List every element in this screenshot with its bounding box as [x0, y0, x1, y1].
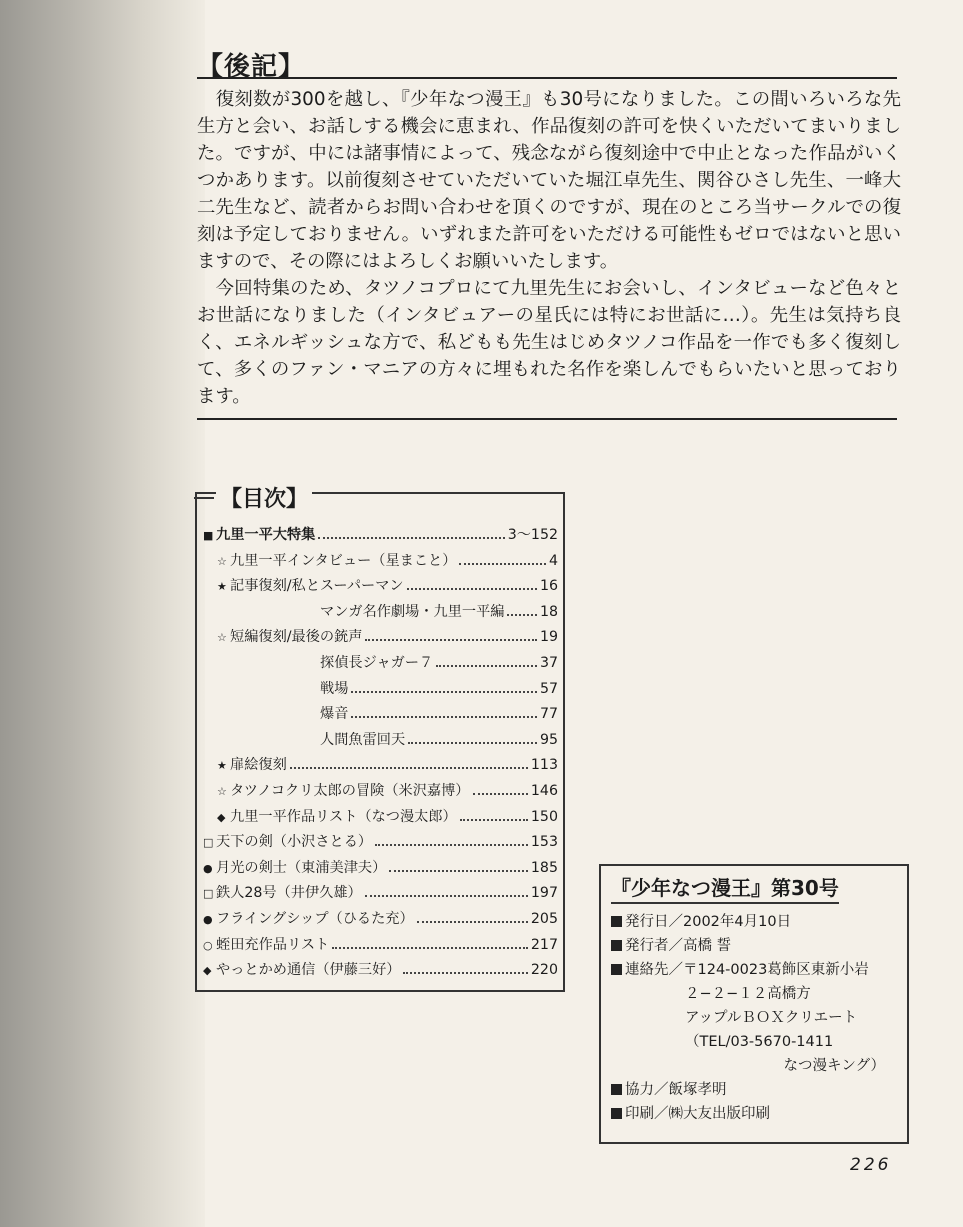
toc-bullet-icon: ●	[203, 912, 213, 926]
toc-entry-title: フライングシップ（ひるた充）	[216, 910, 414, 927]
colophon-issue-date	[611, 910, 897, 934]
toc-dot-leader	[365, 895, 528, 897]
square-bullet-icon	[611, 964, 622, 975]
toc-bullet-icon: ☆	[217, 784, 227, 798]
toc-entry-page: 150	[530, 808, 558, 825]
square-bullet-icon	[611, 916, 622, 927]
toc-dot-leader	[403, 972, 527, 974]
toc-entry-page: 3〜152	[507, 527, 558, 543]
toc-entry-title: タツノコクリ太郎の冒険（米沢嘉博）	[230, 782, 470, 799]
book-gutter-shadow	[0, 0, 205, 1227]
toc-dot-leader	[375, 844, 528, 846]
toc-entry-page: 37	[539, 654, 558, 671]
toc-entry-page: 57	[539, 680, 558, 697]
toc-entry-title: 九里一平作品リスト（なつ漫太郎）	[230, 808, 457, 825]
toc-entry-page: 197	[530, 885, 558, 902]
toc-entry-title: 記事復刻/私とスーパーマン	[230, 578, 404, 595]
toc-entry-page: 19	[539, 629, 558, 646]
toc-entry-page: 18	[539, 603, 558, 620]
toc-bullet-icon: ●	[203, 861, 213, 875]
toc-entry-title: やっとかめ通信（伊藤三好）	[216, 962, 401, 979]
toc-entry-page: 205	[530, 910, 558, 927]
toc-entry-title: 短編復刻/最後の銃声	[230, 629, 363, 646]
toc-entry	[203, 703, 558, 729]
toc-entry-title: 天下の剣（小沢さとる）	[216, 834, 373, 851]
toc-list	[203, 524, 558, 985]
afterword-bottom-rule	[197, 418, 897, 420]
toc-entry	[203, 601, 558, 627]
afterword-top-rule	[197, 77, 897, 79]
toc-entry-page: 77	[539, 706, 558, 723]
toc-dot-leader	[459, 563, 546, 565]
toc-entry	[203, 550, 558, 576]
toc-dot-leader	[473, 793, 528, 795]
toc-entry-page: 146	[530, 782, 558, 799]
toc-dot-leader	[351, 716, 537, 718]
colophon-org: アップルＢＯＸクリエート	[685, 1010, 858, 1026]
colophon-publisher	[611, 934, 897, 958]
toc-bullet-icon: ★	[217, 759, 227, 773]
afterword-heading: 【後記】	[197, 52, 306, 82]
colophon-publisher-text: 発行者／高橋 誓	[625, 938, 732, 954]
toc-entry	[203, 934, 558, 960]
toc-entry	[203, 806, 558, 832]
toc-entry-title: 蛭田充作品リスト	[216, 936, 330, 953]
toc-dot-leader	[417, 921, 528, 923]
colophon-contact-text: 連絡先／〒124-0023葛飾区東新小岩	[625, 962, 869, 978]
toc-dot-leader	[332, 947, 528, 949]
toc-dot-leader	[318, 537, 504, 539]
toc-entry	[203, 959, 558, 985]
toc-entry	[203, 882, 558, 908]
toc-bullet-icon: ■	[203, 529, 214, 542]
toc-bullet-icon: ◆	[217, 810, 226, 824]
afterword-body	[197, 86, 901, 410]
toc-entry	[203, 831, 558, 857]
colophon-printing	[611, 1102, 897, 1126]
toc-entry	[203, 575, 558, 601]
toc-heading: 【目次】	[216, 482, 312, 513]
toc-dot-leader	[507, 614, 536, 616]
toc-dot-leader	[460, 819, 528, 821]
colophon-issue-date-text: 発行日／2002年4月10日	[625, 914, 792, 930]
toc-entry-title: 人間魚雷回天	[320, 731, 406, 748]
toc-entry-page: 113	[530, 757, 558, 774]
toc-entry	[203, 908, 558, 934]
toc-entry	[203, 780, 558, 806]
toc-entry-page: 153	[530, 834, 558, 851]
toc-entry-page: 220	[530, 962, 558, 979]
toc-bullet-icon: ★	[217, 580, 227, 594]
colophon-cooperation-text: 協力／飯塚孝明	[625, 1082, 727, 1098]
toc-entry	[203, 524, 558, 550]
toc-entry-title: 九里一平大特集	[216, 527, 316, 543]
toc-bullet-icon: ◆	[203, 964, 212, 978]
toc-entry-page: 95	[539, 731, 558, 748]
toc-dot-leader	[407, 588, 537, 590]
page-number: 226	[850, 1155, 892, 1175]
toc-entry-title: 扉絵復刻	[230, 757, 287, 774]
toc-entry	[203, 678, 558, 704]
toc-entry	[203, 729, 558, 755]
toc-entry-title: 鉄人28号（井伊久雄）	[216, 885, 362, 902]
toc-entry	[203, 652, 558, 678]
afterword-paragraph-2: 今回特集のため、タツノコプロにて九里先生にお会いし、インタビューなど色々とお世話になりました（インタビュアーの星氏には特にお世話に…）。先生は気持ち良く、エネルギッシュな方で、私どもも先生はじめタツノコ作品を一作でも多く復刻して、多くのファン・マニアの方々に埋もれた名作を楽しんでもらいたいと思っております。	[197, 278, 901, 407]
toc-bullet-icon: ○	[203, 938, 213, 952]
colophon-cooperation	[611, 1078, 897, 1102]
toc-entry-page: 217	[530, 936, 558, 953]
afterword-paragraph-1: 復刻数が300を越し、『少年なつ漫王』も30号になりました。この間いろいろな先生方と会い、お話しする機会に恵まれ、作品復刻の許可を快くいただいてまいりました。ですが、中には諸事情によって、残念ながら復刻途中で中止となった作品がいくつかあります。以前復刻させていただいていた堀江卓先生、関谷ひさし先生、一峰大二先生など、読者からお問い合わせを頂くのですが、現在のところ当サークルでの復刻は予定しておりません。いずれまた許可をいただける可能性もゼロではないと思いますので、その際にはよろしくお願いいたします。	[197, 89, 901, 272]
colophon-printing-text: 印刷／㈱大友出版印刷	[625, 1106, 770, 1122]
toc-entry-title: 戦場	[320, 680, 349, 697]
toc-bullet-icon: ☆	[217, 554, 227, 568]
toc-entry-title: 爆音	[320, 706, 349, 723]
toc-entry-page: 4	[548, 552, 558, 569]
toc-dot-leader	[351, 691, 537, 693]
colophon-contact	[611, 958, 897, 982]
square-bullet-icon	[611, 1084, 622, 1095]
toc-entry	[203, 754, 558, 780]
toc-dot-leader	[408, 742, 537, 744]
toc-entry-title: 探偵長ジャガー７	[320, 654, 434, 671]
toc-bullet-icon: □	[203, 887, 214, 901]
square-bullet-icon	[611, 940, 622, 951]
colophon-box	[599, 864, 909, 1144]
toc-dot-leader	[365, 639, 536, 641]
square-bullet-icon	[611, 1108, 622, 1119]
toc-dot-leader	[389, 870, 528, 872]
toc-entry-title: マンガ名作劇場・九里一平編	[320, 603, 505, 620]
toc-entry-page: 185	[530, 859, 558, 876]
toc-dot-leader	[436, 665, 537, 667]
toc-bullet-icon: □	[203, 836, 214, 850]
colophon-title: 『少年なつ漫王』第30号	[611, 872, 839, 904]
toc-entry-title: 九里一平インタビュー（星まこと）	[230, 552, 457, 569]
colophon-tel: （TEL/03-5670-1411	[685, 1034, 834, 1050]
colophon-address: ２−２−１２高橋方	[685, 986, 811, 1002]
toc-entry-title: 月光の剣士（東浦美津夫）	[216, 859, 387, 876]
toc-entry	[203, 626, 558, 652]
toc-dot-leader	[290, 767, 528, 769]
colophon-tel-name: なつ漫キング）	[783, 1058, 885, 1074]
toc-entry-page: 16	[539, 578, 558, 595]
toc-entry	[203, 857, 558, 883]
toc-bullet-icon: ☆	[217, 631, 227, 645]
